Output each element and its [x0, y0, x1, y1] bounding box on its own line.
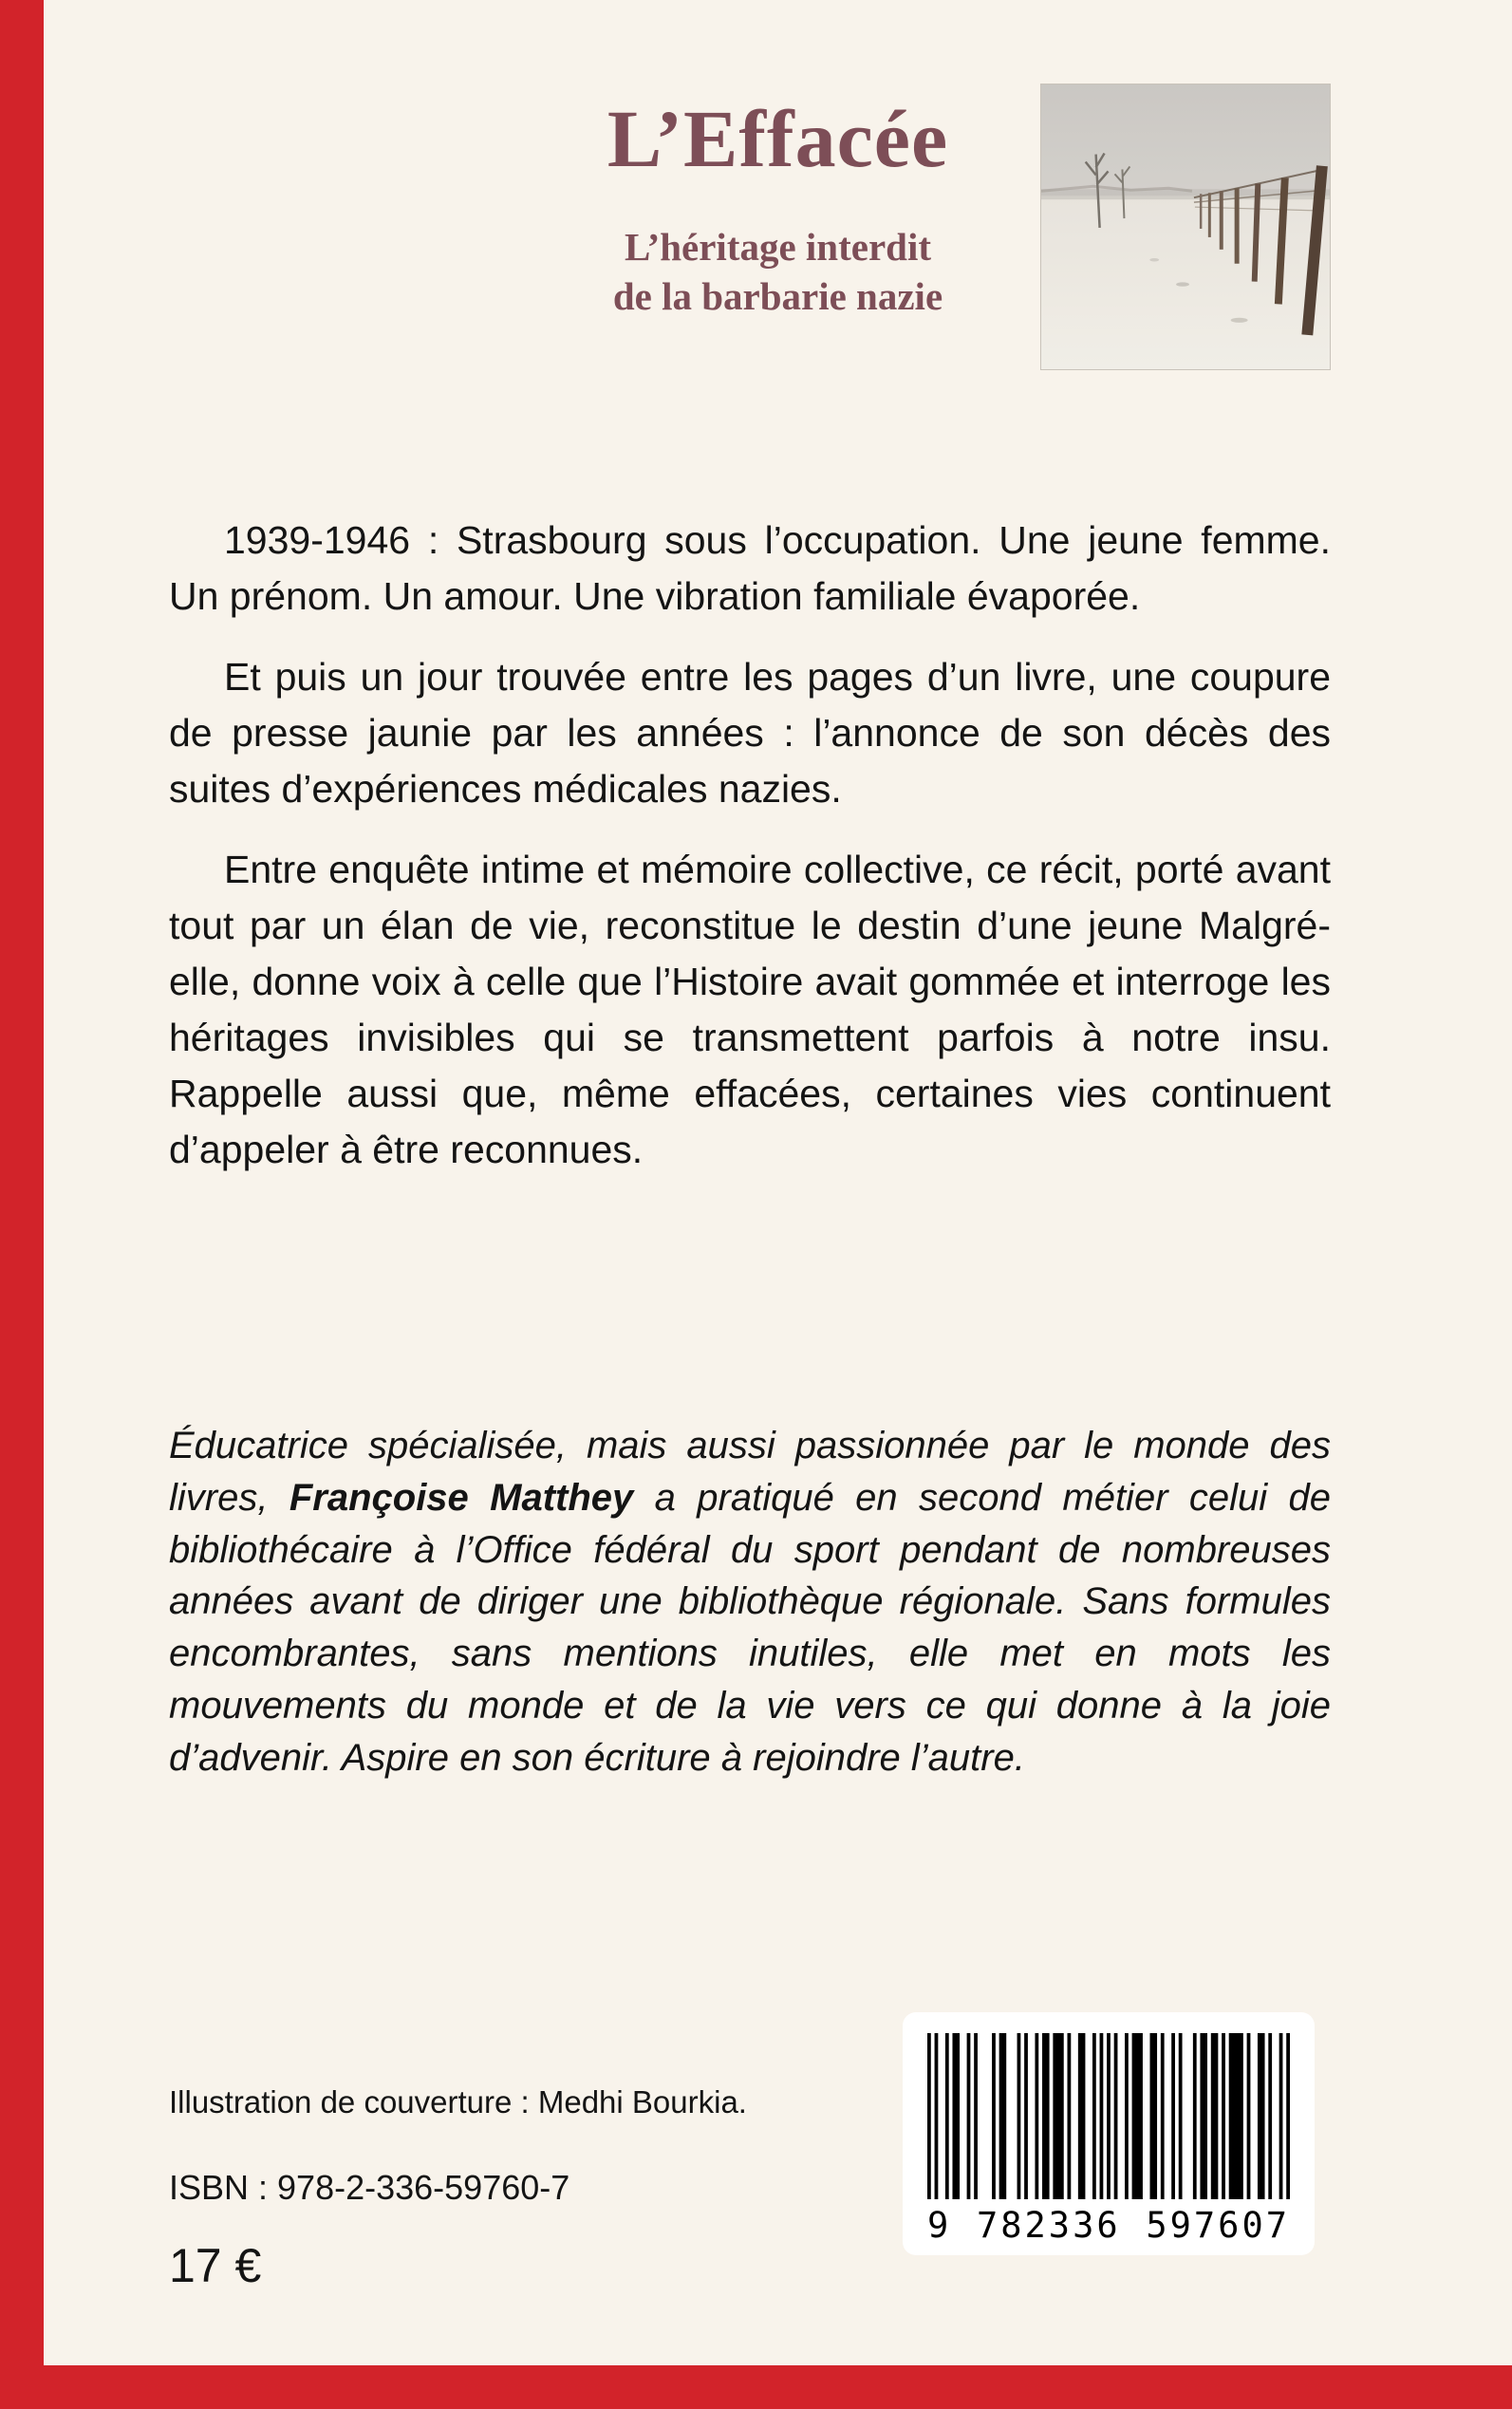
- barcode-group2: 597607: [1146, 2205, 1290, 2246]
- author-name: Françoise Matthey: [289, 1476, 634, 1519]
- illustration-credit: Illustration de couverture : Medhi Bourkia.: [169, 2084, 747, 2120]
- synopsis-paragraph-2: Et puis un jour trouvée entre les pages d’un livre, une coupure de presse jaunie par les années : l’annonce de son décès des suites d’expériences médicales nazies.: [169, 655, 1331, 812]
- book-subtitle-line1: L’héritage interdit: [624, 225, 931, 269]
- bottom-red-border: [0, 2365, 1512, 2409]
- synopsis-paragraph-3: Entre enquête intime et mémoire collective, ce récit, porté avant tout par un élan de vie, reconstitue le destin d’une jeune Malgré-elle, donne voix à celle que l’Histoire avait gommée et interroge les héritages invisibles qui se transmettent parfois à notre insu. Rappelle aussi que, même effacées, certaines vies continuent d’appeler à être reconnues.: [169, 848, 1331, 1172]
- book-subtitle-line2: de la barbarie nazie: [612, 274, 943, 319]
- book-title: L’Effacée: [607, 93, 949, 184]
- author-bio-text-before: Éducatrice spécialisée, mais aussi passionnée par le monde des livres,: [169, 1425, 1331, 1519]
- cover-painting: [1040, 84, 1331, 370]
- barcode-bars: [927, 2033, 1290, 2199]
- price: 17 €: [169, 2239, 262, 2292]
- author-bio: [169, 1420, 1331, 1784]
- winter-landscape-illustration: [1041, 84, 1330, 369]
- synopsis: [169, 513, 1331, 1203]
- isbn-line: ISBN : 978-2-336-59760-7: [169, 2168, 570, 2207]
- author-bio-text-after: a pratiqué en second métier celui de bibliothécaire à l’Office fédéral du sport pendant de nombreuses années avant de diriger une bibliothèque régionale. Sans formules encombrantes, sans mentions inutiles, elle met en mots les mouvements du monde et de la vie vers ce qui donne à la joie d’advenir. Aspire en son écriture à rejoindre l’autre.: [169, 1476, 1331, 1779]
- barcode-first-digit: 9: [927, 2205, 952, 2246]
- left-red-border: [0, 0, 44, 2409]
- synopsis-paragraph-1: 1939-1946 : Strasbourg sous l’occupation. Une jeune femme. Un prénom. Un amour. Une vibration familiale évaporée.: [169, 518, 1331, 619]
- barcode-group1: 782336: [976, 2205, 1121, 2246]
- barcode-digits: [927, 2205, 1290, 2246]
- barcode-panel: [903, 2012, 1315, 2255]
